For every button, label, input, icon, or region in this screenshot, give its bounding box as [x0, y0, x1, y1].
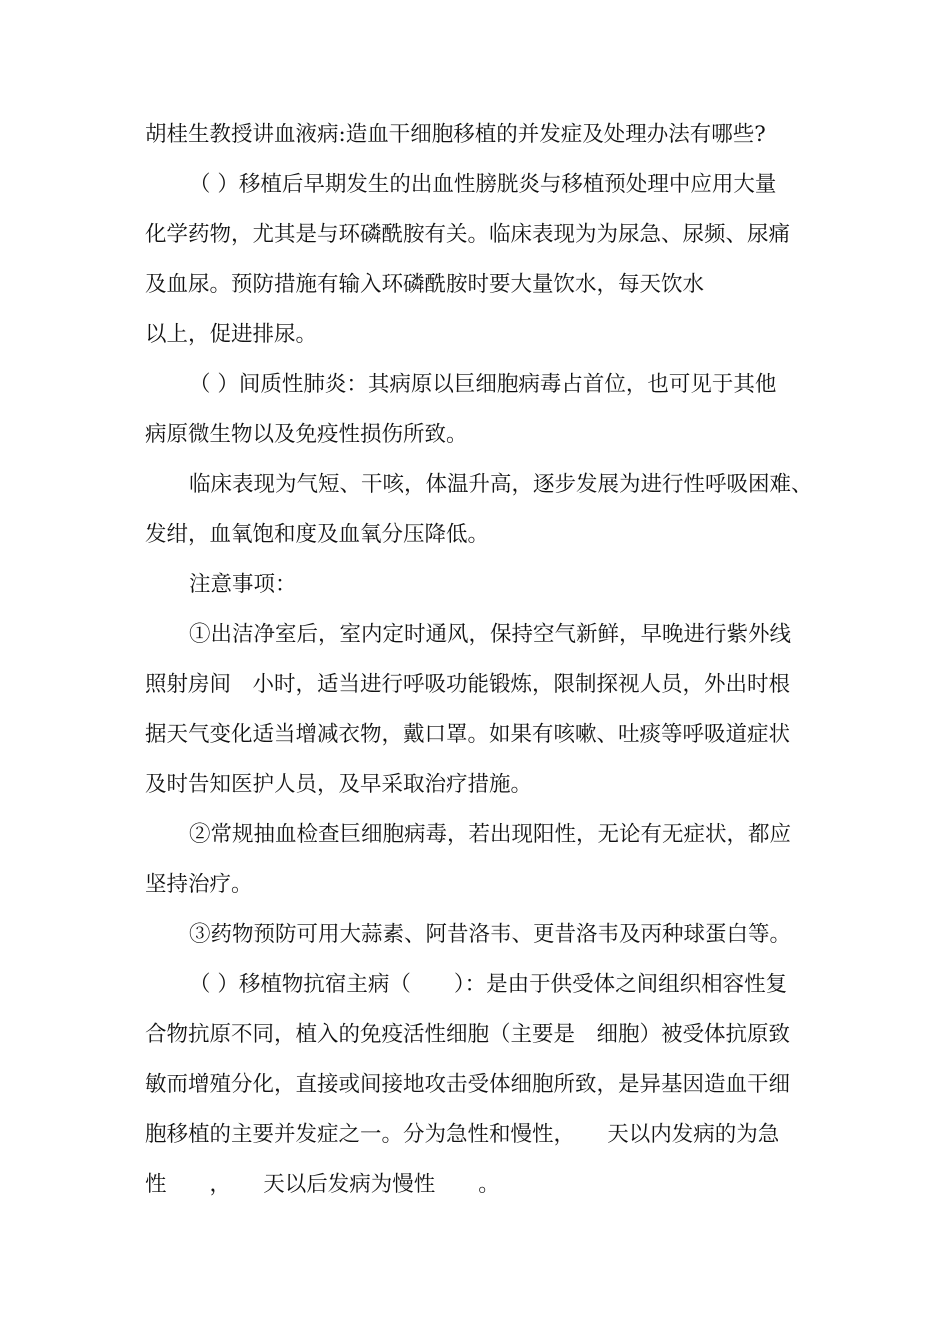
paragraph-line: 胞移植的主要并发症之一。分为急性和慢性， 天以内发病的为急 — [145, 1122, 780, 1147]
list-item-line: 照射房间 小时，适当进行呼吸功能锻炼，限制探视人员，外出时根 — [145, 672, 791, 697]
paragraph-line: 以上，促进排尿。 — [145, 322, 318, 347]
document-title: 胡桂生教授讲血液病:造血干细胞移植的并发症及处理办法有哪些? — [145, 122, 766, 147]
paragraph-line: 合物抗原不同，植入的免疫活性细胞（主要是 细胞）被受体抗原致 — [145, 1022, 791, 1047]
paragraph-line: 化学药物，尤其是与环磷酰胺有关。临床表现为为尿急、尿频、尿痛 — [145, 222, 791, 247]
list-item-line: ①出洁净室后，室内定时通风，保持空气新鲜，早晚进行紫外线 — [189, 622, 792, 647]
list-item-line: 及时告知医护人员，及早采取治疗措施。 — [145, 772, 533, 797]
paragraph-line: 及血尿。预防措施有输入环磷酰胺时要大量饮水，每天饮水 — [145, 272, 705, 297]
paragraph-line: 性 ， 天以后发病为慢性 。 — [145, 1172, 500, 1197]
paragraph-line: 临床表现为气短、干咳，体温升高，逐步发展为进行性呼吸困难、 — [189, 472, 813, 497]
paragraph-line: 发绀，血氧饱和度及血氧分压降低。 — [145, 522, 490, 547]
paragraph-line: （ ）间质性肺炎：其病原以巨细胞病毒占首位，也可见于其他 — [189, 372, 777, 397]
paragraph-line: （ ）移植后早期发生的出血性膀胱炎与移植预处理中应用大量 — [189, 172, 777, 197]
paragraph-line: （ ）移植物抗宿主病（ ）：是由于供受体之间组织相容性复 — [189, 972, 788, 997]
list-item-line: 据天气变化适当增减衣物，戴口罩。如果有咳嗽、吐痰等呼吸道症状 — [145, 722, 791, 747]
list-item-line: ③药物预防可用大蒜素、阿昔洛韦、更昔洛韦及丙种球蛋白等。 — [189, 922, 792, 947]
paragraph-line: 病原微生物以及免疫性损伤所致。 — [145, 422, 468, 447]
section-heading: 注意事项： — [189, 572, 297, 597]
list-item-line: ②常规抽血检查巨细胞病毒，若出现阳性，无论有无症状，都应 — [189, 822, 792, 847]
paragraph-line: 敏而增殖分化，直接或间接地攻击受体细胞所致，是异基因造血干细 — [145, 1072, 791, 1097]
list-item-line: 坚持治疗。 — [145, 872, 253, 897]
